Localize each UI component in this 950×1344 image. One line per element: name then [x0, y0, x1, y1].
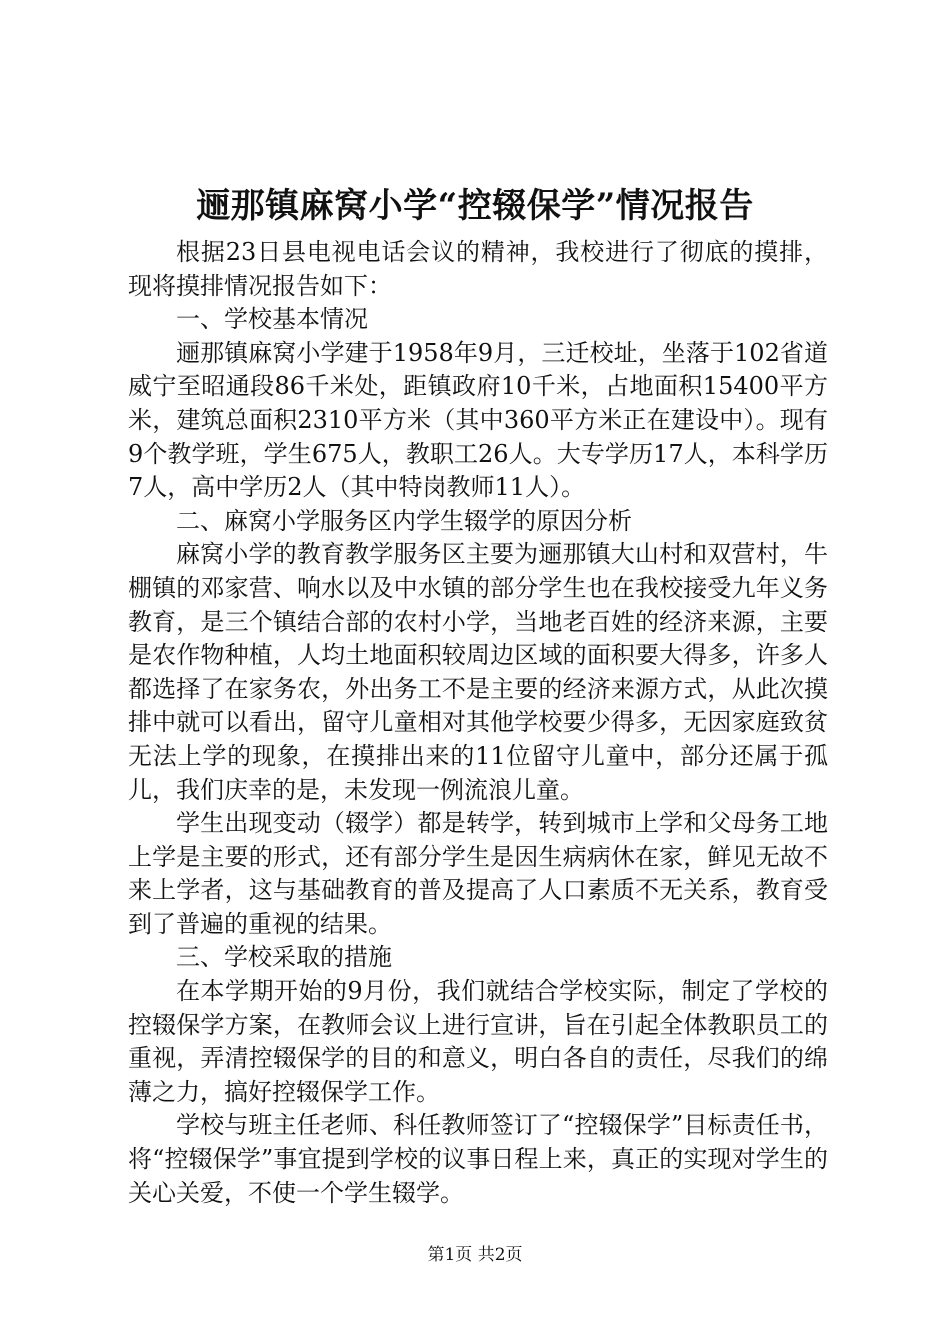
intro-paragraph: 根据23日县电视电话会议的精神，我校进行了彻底的摸排，现将摸排情况报告如下： [128, 238, 828, 300]
page-footer: 第1页 共2页 [427, 1245, 523, 1265]
section-heading-3: 三、学校采取的措施 [176, 943, 392, 972]
document-title: 逦那镇麻窝小学“控辍保学”情况报告 [196, 186, 754, 226]
body-paragraph: 学生出现变动（辍学）都是转学，转到城市上学和父母务工地上学是主要的形式，还有部分学生是因生病病休在家，鲜见无故不来上学者，这与基础教育的普及提高了人口素质不无关系，教育受到了普遍的重视的结果。 [128, 809, 828, 938]
body-paragraph: 学校与班主任老师、科任教师签订了“控辍保学”目标责任书，将“控辍保学”事宜提到学校的议事日程上来，真正的实现对学生的关心关爱，不使一个学生辍学。 [128, 1111, 828, 1207]
body-paragraph: 在本学期开始的9月份，我们就结合学校实际，制定了学校的控辍保学方案，在教师会议上进行宣讲，旨在引起全体教职员工的重视，弄清控辍保学的目的和意义，明白各自的责任，尽我们的绵薄之力，搞好控辍保学工作。 [128, 977, 828, 1106]
document-body [128, 236, 828, 1210]
body-paragraph: 麻窝小学的教育教学服务区主要为逦那镇大山村和双营村，牛棚镇的邓家营、响水以及中水镇的部分学生也在我校接受九年义务教育，是三个镇结合部的农村小学，当地老百姓的经济来源，主要是农作物种植，人均土地面积较周边区域的面积要大得多，许多人都选择了在家务农，外出务工不是主要的经济来源方式，从此次摸排中就可以看出，留守儿童相对其他学校要少得多，无因家庭致贫无法上学的现象，在摸排出来的11位留守儿童中，部分还属于孤儿，我们庆幸的是，未发现一例流浪儿童。 [128, 540, 828, 804]
section-heading-1: 一、学校基本情况 [176, 305, 368, 334]
body-paragraph: 逦那镇麻窝小学建于1958年9月，三迁校址，坐落于102省道威宁至昭通段86千米处，距镇政府10千米，占地面积15400平方米，建筑总面积2310平方米（其中360平方米正在建设中）。现有9个教学班，学生675人，教职工26人。大专学历17人，本科学历7人，高中学历2人（其中特岗教师11人）。 [128, 338, 828, 502]
section-heading-2: 二、麻窝小学服务区内学生辍学的原因分析 [176, 506, 632, 535]
